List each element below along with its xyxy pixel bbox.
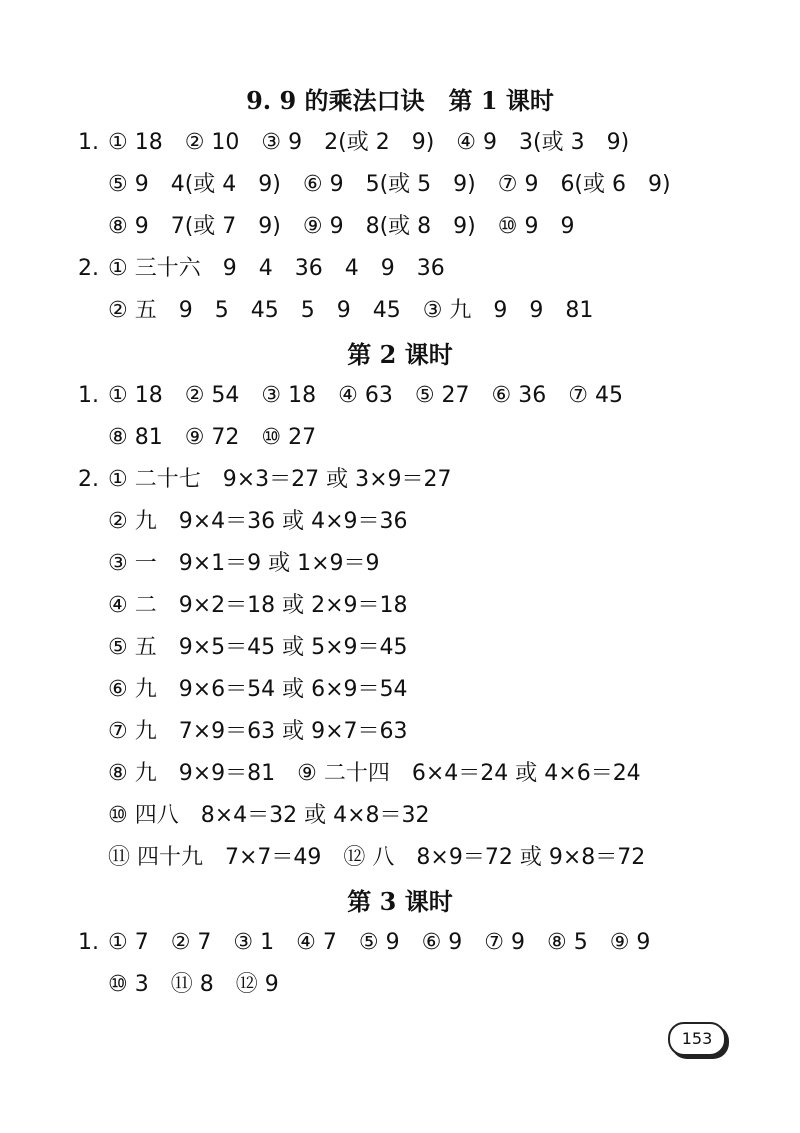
question-number-2: 2. xyxy=(78,256,99,281)
answer-line: ⑤ 9 4(或 4 9) ⑥ 9 5(或 5 9) ⑦ 9 6(或 6 9) xyxy=(108,172,671,197)
answer-line: ⑦ 九 7×9＝63 或 9×7＝63 xyxy=(108,719,408,744)
answer-line: ⑪ 四十九 7×7＝49 ⑫ 八 8×9＝72 或 9×8＝72 xyxy=(108,845,646,870)
question-number-1: 1. xyxy=(78,383,99,408)
question-number-1: 1. xyxy=(78,130,99,155)
answer-line: ⑥ 九 9×6＝54 或 6×9＝54 xyxy=(108,677,408,702)
section-title-lesson-3: 第 3 课时 xyxy=(347,887,453,916)
answer-line: ② 五 9 5 45 5 9 45 ③ 九 9 9 81 xyxy=(108,298,594,323)
answer-line: ④ 二 9×2＝18 或 2×9＝18 xyxy=(108,593,408,618)
answer-line: ③ 一 9×1＝9 或 1×9＝9 xyxy=(108,551,380,576)
question-number-2: 2. xyxy=(78,467,99,492)
answer-line: ⑤ 五 9×5＝45 或 5×9＝45 xyxy=(108,635,408,660)
answer-line: ⑩ 四八 8×4＝32 或 4×8＝32 xyxy=(108,803,430,828)
answer-line: ② 九 9×4＝36 或 4×9＝36 xyxy=(108,509,408,534)
answer-line: ⑧ 81 ⑨ 72 ⑩ 27 xyxy=(108,425,317,450)
answer-line: ① 二十七 9×3＝27 或 3×9＝27 xyxy=(108,467,452,492)
answer-line: ① 7 ② 7 ③ 1 ④ 7 ⑤ 9 ⑥ 9 ⑦ 9 ⑧ 5 ⑨ 9 xyxy=(108,930,651,955)
answer-line: ⑧ 9 7(或 7 9) ⑨ 9 8(或 8 9) ⑩ 9 9 xyxy=(108,214,575,239)
answer-line: ① 18 ② 54 ③ 18 ④ 63 ⑤ 27 ⑥ 36 ⑦ 45 xyxy=(108,383,623,408)
answer-line: ⑩ 3 ⑪ 8 ⑫ 9 xyxy=(108,972,279,997)
section-title-lesson-1: 9. 9 的乘法口诀 第 1 课时 xyxy=(246,86,554,115)
page-number-badge: 153 xyxy=(668,1022,726,1056)
answer-line: ① 三十六 9 4 36 4 9 36 xyxy=(108,256,445,281)
answer-line: ① 18 ② 10 ③ 9 2(或 2 9) ④ 9 3(或 3 9) xyxy=(108,130,630,155)
section-title-lesson-2: 第 2 课时 xyxy=(347,340,453,369)
question-number-1: 1. xyxy=(78,930,99,955)
answer-line: ⑧ 九 9×9＝81 ⑨ 二十四 6×4＝24 或 4×6＝24 xyxy=(108,761,641,786)
